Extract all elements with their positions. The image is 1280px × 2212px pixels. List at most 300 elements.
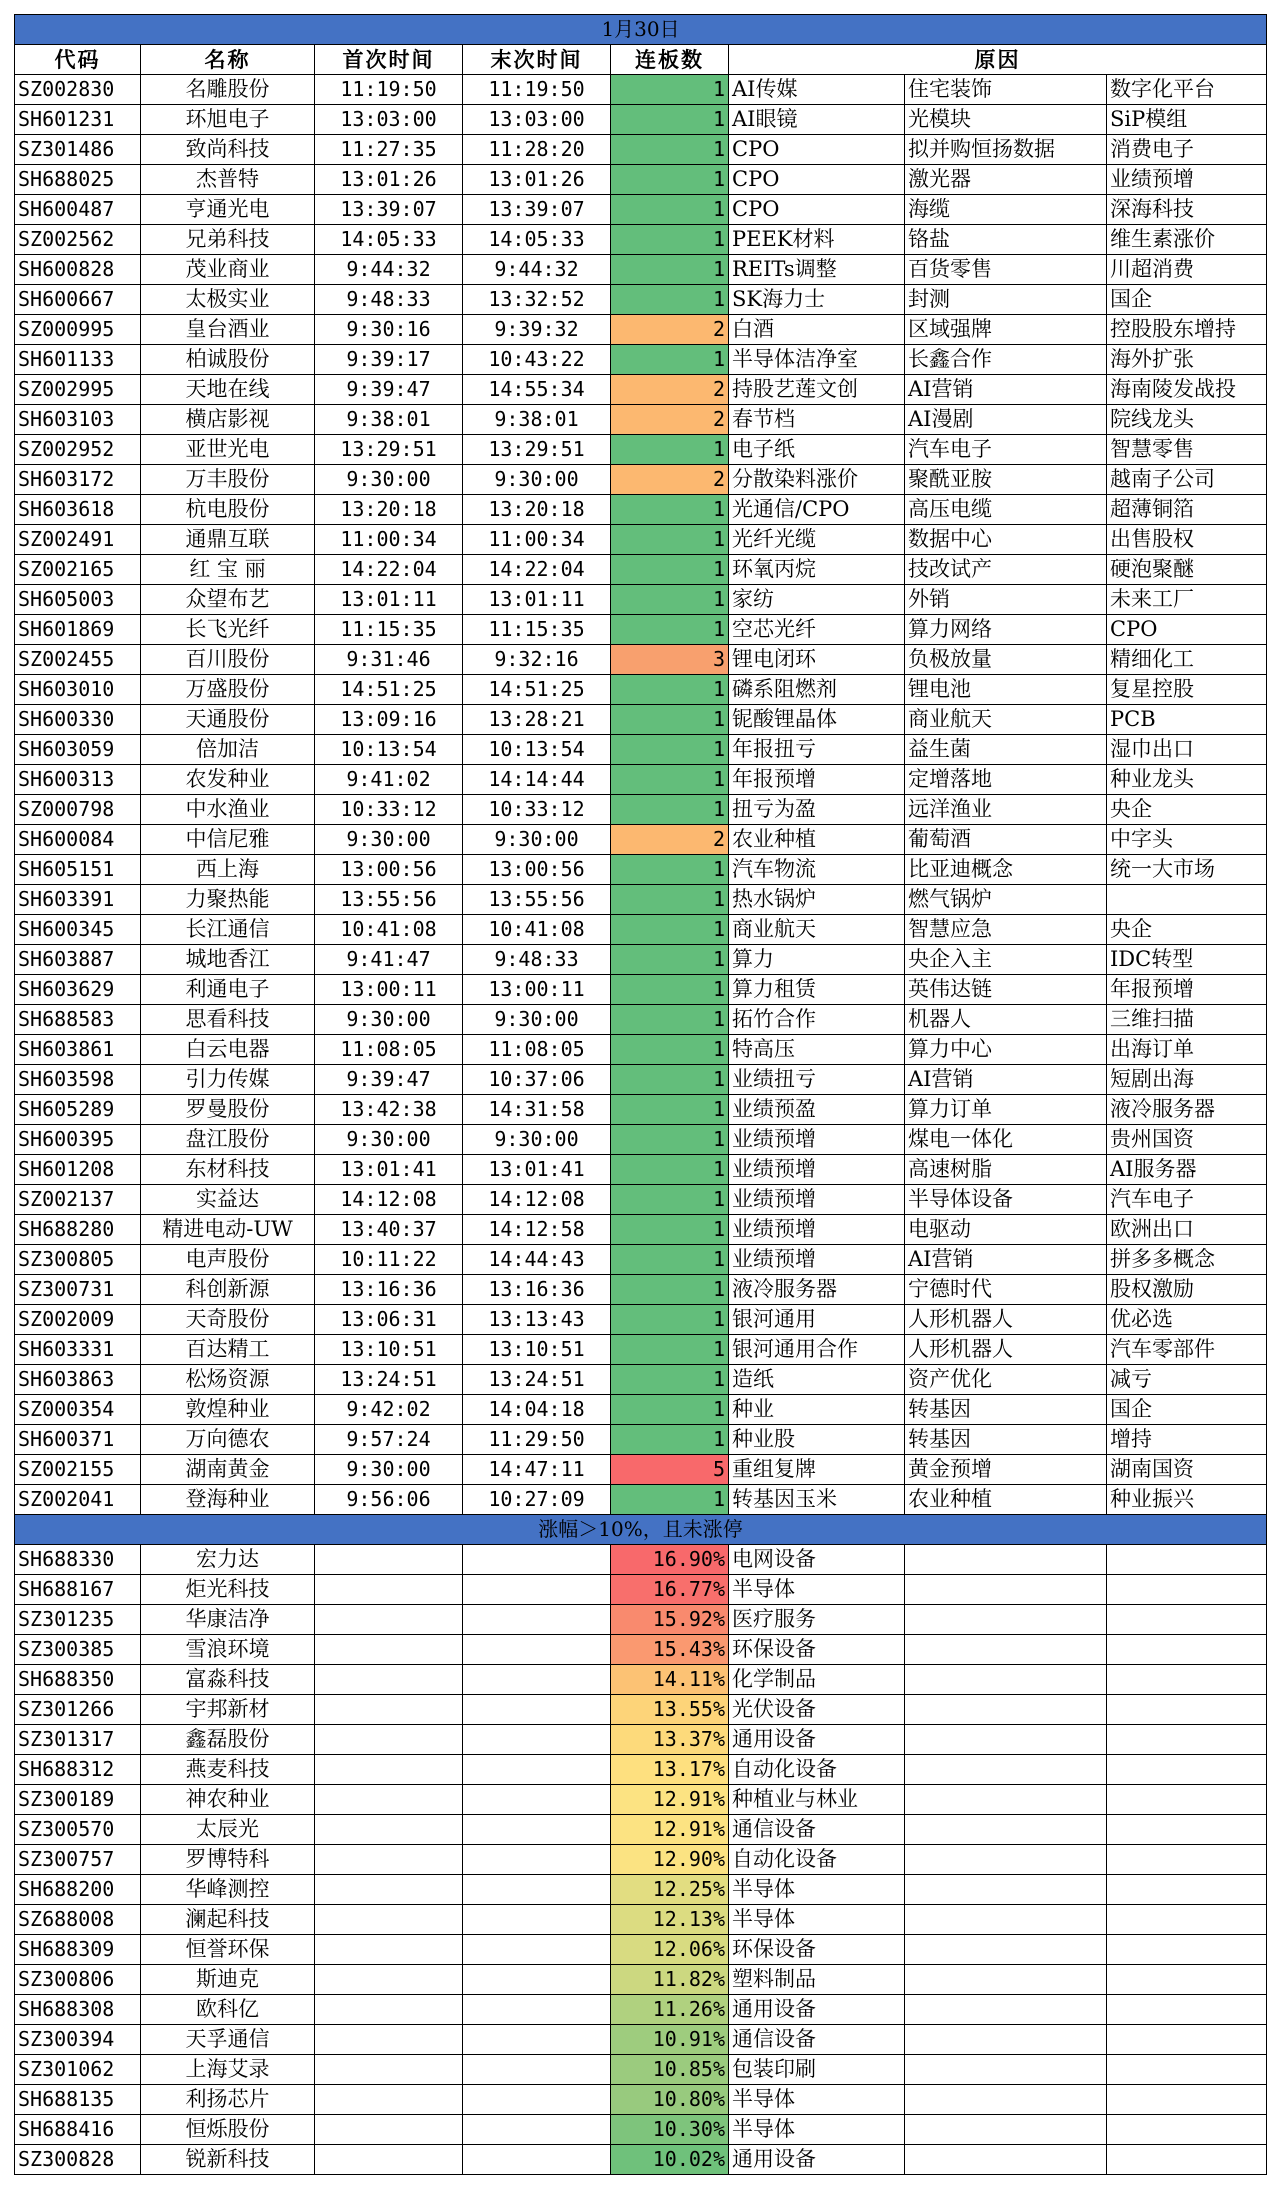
stock-name: 引力传媒 (141, 1065, 315, 1095)
reason-2: 负极放量 (905, 645, 1107, 675)
reason-1: 业绩预增 (729, 1215, 905, 1245)
reason-3: 国企 (1107, 1395, 1267, 1425)
table-row (15, 1725, 1267, 1755)
last-limit-time: 13:16:36 (463, 1275, 611, 1305)
stock-code: SZ300806 (15, 1965, 141, 1995)
empty-cell (315, 2115, 463, 2145)
reason-3: 湖南国资 (1107, 1455, 1267, 1485)
empty-cell (1107, 1665, 1267, 1695)
table-row (15, 195, 1267, 225)
stock-code: SH600371 (15, 1425, 141, 1455)
table-row (15, 765, 1267, 795)
board-count: 1 (611, 195, 729, 225)
stock-code: SH603391 (15, 885, 141, 915)
first-limit-time: 13:40:37 (315, 1215, 463, 1245)
reason-3: 减亏 (1107, 1365, 1267, 1395)
stock-code: SH600667 (15, 285, 141, 315)
reason-2: 央企入主 (905, 945, 1107, 975)
empty-cell (1107, 1575, 1267, 1605)
empty-cell (463, 2115, 611, 2145)
reason-3: 央企 (1107, 915, 1267, 945)
last-limit-time: 13:01:26 (463, 165, 611, 195)
empty-cell (1107, 2085, 1267, 2115)
last-limit-time: 13:01:11 (463, 585, 611, 615)
reason-2: 机器人 (905, 1005, 1107, 1035)
first-limit-time: 10:33:12 (315, 795, 463, 825)
last-limit-time: 14:47:11 (463, 1455, 611, 1485)
stock-code: SH603172 (15, 465, 141, 495)
stock-code: SH603059 (15, 735, 141, 765)
gain-percent: 12.91% (611, 1785, 729, 1815)
table-row (15, 645, 1267, 675)
board-count: 1 (611, 105, 729, 135)
stock-name: 华峰测控 (141, 1875, 315, 1905)
reason-2: 激光器 (905, 165, 1107, 195)
sector: 环保设备 (729, 1935, 905, 1965)
empty-cell (463, 1695, 611, 1725)
reason-3: 硬泡聚醚 (1107, 555, 1267, 585)
first-limit-time: 9:41:47 (315, 945, 463, 975)
last-limit-time: 14:31:58 (463, 1095, 611, 1125)
table-row (15, 1995, 1267, 2025)
sector: 半导体 (729, 1575, 905, 1605)
empty-cell (463, 1875, 611, 1905)
last-limit-time: 11:19:50 (463, 75, 611, 105)
empty-cell (1107, 2025, 1267, 2055)
first-limit-time: 13:03:00 (315, 105, 463, 135)
empty-cell (1107, 1965, 1267, 1995)
stock-name: 太辰光 (141, 1815, 315, 1845)
last-limit-time: 9:30:00 (463, 825, 611, 855)
board-count: 1 (611, 1395, 729, 1425)
empty-cell (463, 1935, 611, 1965)
reason-2: 数据中心 (905, 525, 1107, 555)
first-limit-time: 11:00:34 (315, 525, 463, 555)
last-limit-time: 13:00:11 (463, 975, 611, 1005)
table-row (15, 165, 1267, 195)
empty-cell (905, 1695, 1107, 1725)
stock-code: SZ300757 (15, 1845, 141, 1875)
reason-3: 汽车零部件 (1107, 1335, 1267, 1365)
gain-percent: 15.43% (611, 1635, 729, 1665)
gain-percent: 16.90% (611, 1545, 729, 1575)
stock-code: SH603861 (15, 1035, 141, 1065)
first-limit-time: 13:01:41 (315, 1155, 463, 1185)
first-limit-time: 11:08:05 (315, 1035, 463, 1065)
stock-code: SZ301317 (15, 1725, 141, 1755)
first-limit-time: 9:30:16 (315, 315, 463, 345)
reason-2: AI营销 (905, 375, 1107, 405)
empty-cell (905, 2085, 1107, 2115)
reason-3: IDC转型 (1107, 945, 1267, 975)
reason-1: CPO (729, 195, 905, 225)
reason-2: 智慧应急 (905, 915, 1107, 945)
stock-name: 天地在线 (141, 375, 315, 405)
first-limit-time: 13:29:51 (315, 435, 463, 465)
reason-3: 拼多多概念 (1107, 1245, 1267, 1275)
stock-code: SH603618 (15, 495, 141, 525)
table-row (15, 1605, 1267, 1635)
board-count: 1 (611, 945, 729, 975)
sector: 通用设备 (729, 1725, 905, 1755)
first-limit-time: 9:44:32 (315, 255, 463, 285)
reason-1: 业绩预增 (729, 1155, 905, 1185)
reason-1: 年报扭亏 (729, 735, 905, 765)
stock-name: 城地香江 (141, 945, 315, 975)
empty-cell (1107, 1995, 1267, 2025)
gain-percent: 10.91% (611, 2025, 729, 2055)
reason-2: 汽车电子 (905, 435, 1107, 465)
board-count: 1 (611, 1335, 729, 1365)
empty-cell (463, 1725, 611, 1755)
empty-cell (905, 1965, 1107, 1995)
reason-2: 锂电池 (905, 675, 1107, 705)
empty-cell (905, 2145, 1107, 2175)
board-count: 1 (611, 675, 729, 705)
first-limit-time: 13:20:18 (315, 495, 463, 525)
empty-cell (463, 2085, 611, 2115)
empty-cell (1107, 1785, 1267, 1815)
table-row (15, 375, 1267, 405)
board-count: 1 (611, 1125, 729, 1155)
reason-3: 欧洲出口 (1107, 1215, 1267, 1245)
empty-cell (1107, 1605, 1267, 1635)
empty-cell (905, 1995, 1107, 2025)
reason-1: 磷系阻燃剂 (729, 675, 905, 705)
empty-cell (315, 1665, 463, 1695)
last-limit-time: 14:12:08 (463, 1185, 611, 1215)
empty-cell (1107, 2115, 1267, 2145)
stock-name: 罗曼股份 (141, 1095, 315, 1125)
reason-2: 定增落地 (905, 765, 1107, 795)
reason-3: 出海订单 (1107, 1035, 1267, 1065)
first-limit-time: 9:30:00 (315, 465, 463, 495)
board-count: 1 (611, 555, 729, 585)
gain-percent: 13.17% (611, 1755, 729, 1785)
empty-cell (315, 1845, 463, 1875)
table-row (15, 1035, 1267, 1065)
table-row (15, 1215, 1267, 1245)
reason-3: 海南陵发战投 (1107, 375, 1267, 405)
reason-3: 川超消费 (1107, 255, 1267, 285)
stock-name: 松炀资源 (141, 1365, 315, 1395)
table-row (15, 1365, 1267, 1395)
empty-cell (315, 1575, 463, 1605)
stock-code: SH688309 (15, 1935, 141, 1965)
stock-name: 亨通光电 (141, 195, 315, 225)
reason-1: 算力租赁 (729, 975, 905, 1005)
stock-code: SH600395 (15, 1125, 141, 1155)
header-row (15, 45, 1267, 75)
table-row (15, 1335, 1267, 1365)
stock-name: 中信尼雅 (141, 825, 315, 855)
board-count: 1 (611, 1215, 729, 1245)
last-limit-time: 9:30:00 (463, 1125, 611, 1155)
reason-1: 造纸 (729, 1365, 905, 1395)
board-count: 1 (611, 1065, 729, 1095)
table-row (15, 1185, 1267, 1215)
empty-cell (315, 1785, 463, 1815)
table-row (15, 345, 1267, 375)
reason-1: 汽车物流 (729, 855, 905, 885)
board-count: 2 (611, 315, 729, 345)
table-row (15, 1815, 1267, 1845)
table-row (15, 435, 1267, 465)
table-row (15, 915, 1267, 945)
section-title: 涨幅＞10%，且未涨停 (15, 1515, 1267, 1545)
board-count: 1 (611, 255, 729, 285)
last-limit-time: 10:41:08 (463, 915, 611, 945)
last-limit-time: 13:39:07 (463, 195, 611, 225)
board-count: 1 (611, 855, 729, 885)
stock-name: 鑫磊股份 (141, 1725, 315, 1755)
table-row (15, 1695, 1267, 1725)
reason-3: 复星控股 (1107, 675, 1267, 705)
last-limit-time: 13:13:43 (463, 1305, 611, 1335)
stock-code: SH688312 (15, 1755, 141, 1785)
stock-name: 天奇股份 (141, 1305, 315, 1335)
reason-1: 业绩预增 (729, 1185, 905, 1215)
gain-percent: 11.82% (611, 1965, 729, 1995)
reason-2: 人形机器人 (905, 1335, 1107, 1365)
table-row (15, 1245, 1267, 1275)
reason-3: 控股股东增持 (1107, 315, 1267, 345)
empty-cell (463, 2055, 611, 2085)
empty-cell (315, 2025, 463, 2055)
stock-name: 实益达 (141, 1185, 315, 1215)
board-count: 1 (611, 1485, 729, 1515)
stock-name: 杭电股份 (141, 495, 315, 525)
reason-2: 半导体设备 (905, 1185, 1107, 1215)
first-limit-time: 14:05:33 (315, 225, 463, 255)
stock-name: 万盛股份 (141, 675, 315, 705)
stock-code: SH600330 (15, 705, 141, 735)
reason-1: 扭亏为盈 (729, 795, 905, 825)
reason-3: 中字头 (1107, 825, 1267, 855)
empty-cell (463, 1785, 611, 1815)
empty-cell (315, 1605, 463, 1635)
stock-code: SH601208 (15, 1155, 141, 1185)
stock-name: 欧科亿 (141, 1995, 315, 2025)
empty-cell (463, 1545, 611, 1575)
reason-3: 统一大市场 (1107, 855, 1267, 885)
last-limit-time: 13:28:21 (463, 705, 611, 735)
reason-2: 百货零售 (905, 255, 1107, 285)
stock-code: SZ002830 (15, 75, 141, 105)
first-limit-time: 9:39:47 (315, 1065, 463, 1095)
gain-percent: 11.26% (611, 1995, 729, 2025)
last-limit-time: 10:33:12 (463, 795, 611, 825)
board-count: 1 (611, 435, 729, 465)
board-count: 1 (611, 975, 729, 1005)
stock-code: SH605289 (15, 1095, 141, 1125)
reason-2: 比亚迪概念 (905, 855, 1107, 885)
reason-2: 长鑫合作 (905, 345, 1107, 375)
stock-code: SZ002009 (15, 1305, 141, 1335)
gain-percent: 10.30% (611, 2115, 729, 2145)
empty-cell (315, 1935, 463, 1965)
reason-1: 电子纸 (729, 435, 905, 465)
reason-1: 春节档 (729, 405, 905, 435)
stock-name: 柏诚股份 (141, 345, 315, 375)
board-count: 1 (611, 165, 729, 195)
reason-3: 院线龙头 (1107, 405, 1267, 435)
empty-cell (1107, 1635, 1267, 1665)
last-limit-time: 9:44:32 (463, 255, 611, 285)
stock-name: 燕麦科技 (141, 1755, 315, 1785)
reason-1: 重组复牌 (729, 1455, 905, 1485)
last-limit-time: 10:27:09 (463, 1485, 611, 1515)
sector: 医疗服务 (729, 1605, 905, 1635)
table-row (15, 525, 1267, 555)
reason-2: AI漫剧 (905, 405, 1107, 435)
board-count: 1 (611, 735, 729, 765)
empty-cell (1107, 1905, 1267, 1935)
first-limit-time: 13:16:36 (315, 1275, 463, 1305)
reason-2: 住宅装饰 (905, 75, 1107, 105)
stock-code: SH603103 (15, 405, 141, 435)
board-count: 1 (611, 495, 729, 525)
empty-cell (905, 2115, 1107, 2145)
first-limit-time: 9:39:47 (315, 375, 463, 405)
stock-code: SZ000995 (15, 315, 141, 345)
reason-2: 封测 (905, 285, 1107, 315)
reason-2: 铬盐 (905, 225, 1107, 255)
reason-1: 种业股 (729, 1425, 905, 1455)
reason-2: 资产优化 (905, 1365, 1107, 1395)
empty-cell (1107, 1875, 1267, 1905)
board-count: 1 (611, 1275, 729, 1305)
last-limit-time: 13:20:18 (463, 495, 611, 525)
empty-cell (905, 1605, 1107, 1635)
stock-code: SZ002165 (15, 555, 141, 585)
first-limit-time: 9:48:33 (315, 285, 463, 315)
table-row (15, 2025, 1267, 2055)
empty-cell (1107, 1695, 1267, 1725)
table-row (15, 255, 1267, 285)
first-limit-time: 10:13:54 (315, 735, 463, 765)
board-count: 1 (611, 285, 729, 315)
table-row (15, 885, 1267, 915)
table-row (15, 465, 1267, 495)
reason-3: 股权激励 (1107, 1275, 1267, 1305)
last-limit-time: 14:04:18 (463, 1395, 611, 1425)
reason-3: 增持 (1107, 1425, 1267, 1455)
reason-2: AI营销 (905, 1245, 1107, 1275)
stock-name: 利扬芯片 (141, 2085, 315, 2115)
table-row (15, 1665, 1267, 1695)
table-row (15, 1305, 1267, 1335)
empty-cell (905, 1785, 1107, 1815)
stock-name: 天通股份 (141, 705, 315, 735)
empty-cell (463, 2145, 611, 2175)
reason-1: AI传媒 (729, 75, 905, 105)
stock-name: 名雕股份 (141, 75, 315, 105)
stock-name: 太极实业 (141, 285, 315, 315)
empty-cell (463, 1635, 611, 1665)
empty-cell (1107, 2145, 1267, 2175)
reason-1: 银河通用 (729, 1305, 905, 1335)
stock-name: 天孚通信 (141, 2025, 315, 2055)
reason-2: 益生菌 (905, 735, 1107, 765)
stock-code: SH688167 (15, 1575, 141, 1605)
empty-cell (463, 2025, 611, 2055)
reason-3: 智慧零售 (1107, 435, 1267, 465)
table-row (15, 1875, 1267, 1905)
sector: 半导体 (729, 2115, 905, 2145)
reason-3: 汽车电子 (1107, 1185, 1267, 1215)
first-limit-time: 10:41:08 (315, 915, 463, 945)
empty-cell (905, 1875, 1107, 1905)
table-row (15, 1545, 1267, 1575)
sector: 通用设备 (729, 2145, 905, 2175)
table-row (15, 2145, 1267, 2175)
gain-percent: 12.13% (611, 1905, 729, 1935)
first-limit-time: 9:30:00 (315, 1005, 463, 1035)
last-limit-time: 13:24:51 (463, 1365, 611, 1395)
last-limit-time: 14:14:44 (463, 765, 611, 795)
reason-1: 持股艺莲文创 (729, 375, 905, 405)
stock-name: 东材科技 (141, 1155, 315, 1185)
stock-code: SH603598 (15, 1065, 141, 1095)
reason-2: 算力订单 (905, 1095, 1107, 1125)
reason-2: 燃气锅炉 (905, 885, 1107, 915)
board-count: 1 (611, 225, 729, 255)
last-limit-time: 10:37:06 (463, 1065, 611, 1095)
gain-percent: 13.55% (611, 1695, 729, 1725)
reason-3: PCB (1107, 705, 1267, 735)
reason-1: 农业种植 (729, 825, 905, 855)
stock-name: 盘江股份 (141, 1125, 315, 1155)
title-band-row (15, 15, 1267, 45)
reason-3: 出售股权 (1107, 525, 1267, 555)
board-count: 1 (611, 525, 729, 555)
table-row (15, 75, 1267, 105)
table-row (15, 1395, 1267, 1425)
table-row (15, 1755, 1267, 1785)
reason-3: 业绩预增 (1107, 165, 1267, 195)
stock-code: SZ002137 (15, 1185, 141, 1215)
table-row (15, 2055, 1267, 2085)
reason-1: 拓竹合作 (729, 1005, 905, 1035)
reason-1: 商业航天 (729, 915, 905, 945)
board-count: 1 (611, 1425, 729, 1455)
header-board-count: 连板数 (611, 45, 729, 75)
empty-cell (315, 1815, 463, 1845)
sector: 电网设备 (729, 1545, 905, 1575)
board-count: 5 (611, 1455, 729, 1485)
board-count: 2 (611, 825, 729, 855)
stock-name: 利通电子 (141, 975, 315, 1005)
empty-cell (463, 1755, 611, 1785)
last-limit-time: 13:55:56 (463, 885, 611, 915)
stock-code: SZ300394 (15, 2025, 141, 2055)
table-row (15, 555, 1267, 585)
stock-code: SH601869 (15, 615, 141, 645)
last-limit-time: 9:30:00 (463, 465, 611, 495)
last-limit-time: 9:30:00 (463, 1005, 611, 1035)
stock-name: 中水渔业 (141, 795, 315, 825)
last-limit-time: 13:03:00 (463, 105, 611, 135)
stock-code: SH688416 (15, 2115, 141, 2145)
board-count: 2 (611, 465, 729, 495)
last-limit-time: 9:32:16 (463, 645, 611, 675)
empty-cell (1107, 1815, 1267, 1845)
sector: 半导体 (729, 1905, 905, 1935)
table-row (15, 675, 1267, 705)
stock-name: 西上海 (141, 855, 315, 885)
table-row (15, 855, 1267, 885)
